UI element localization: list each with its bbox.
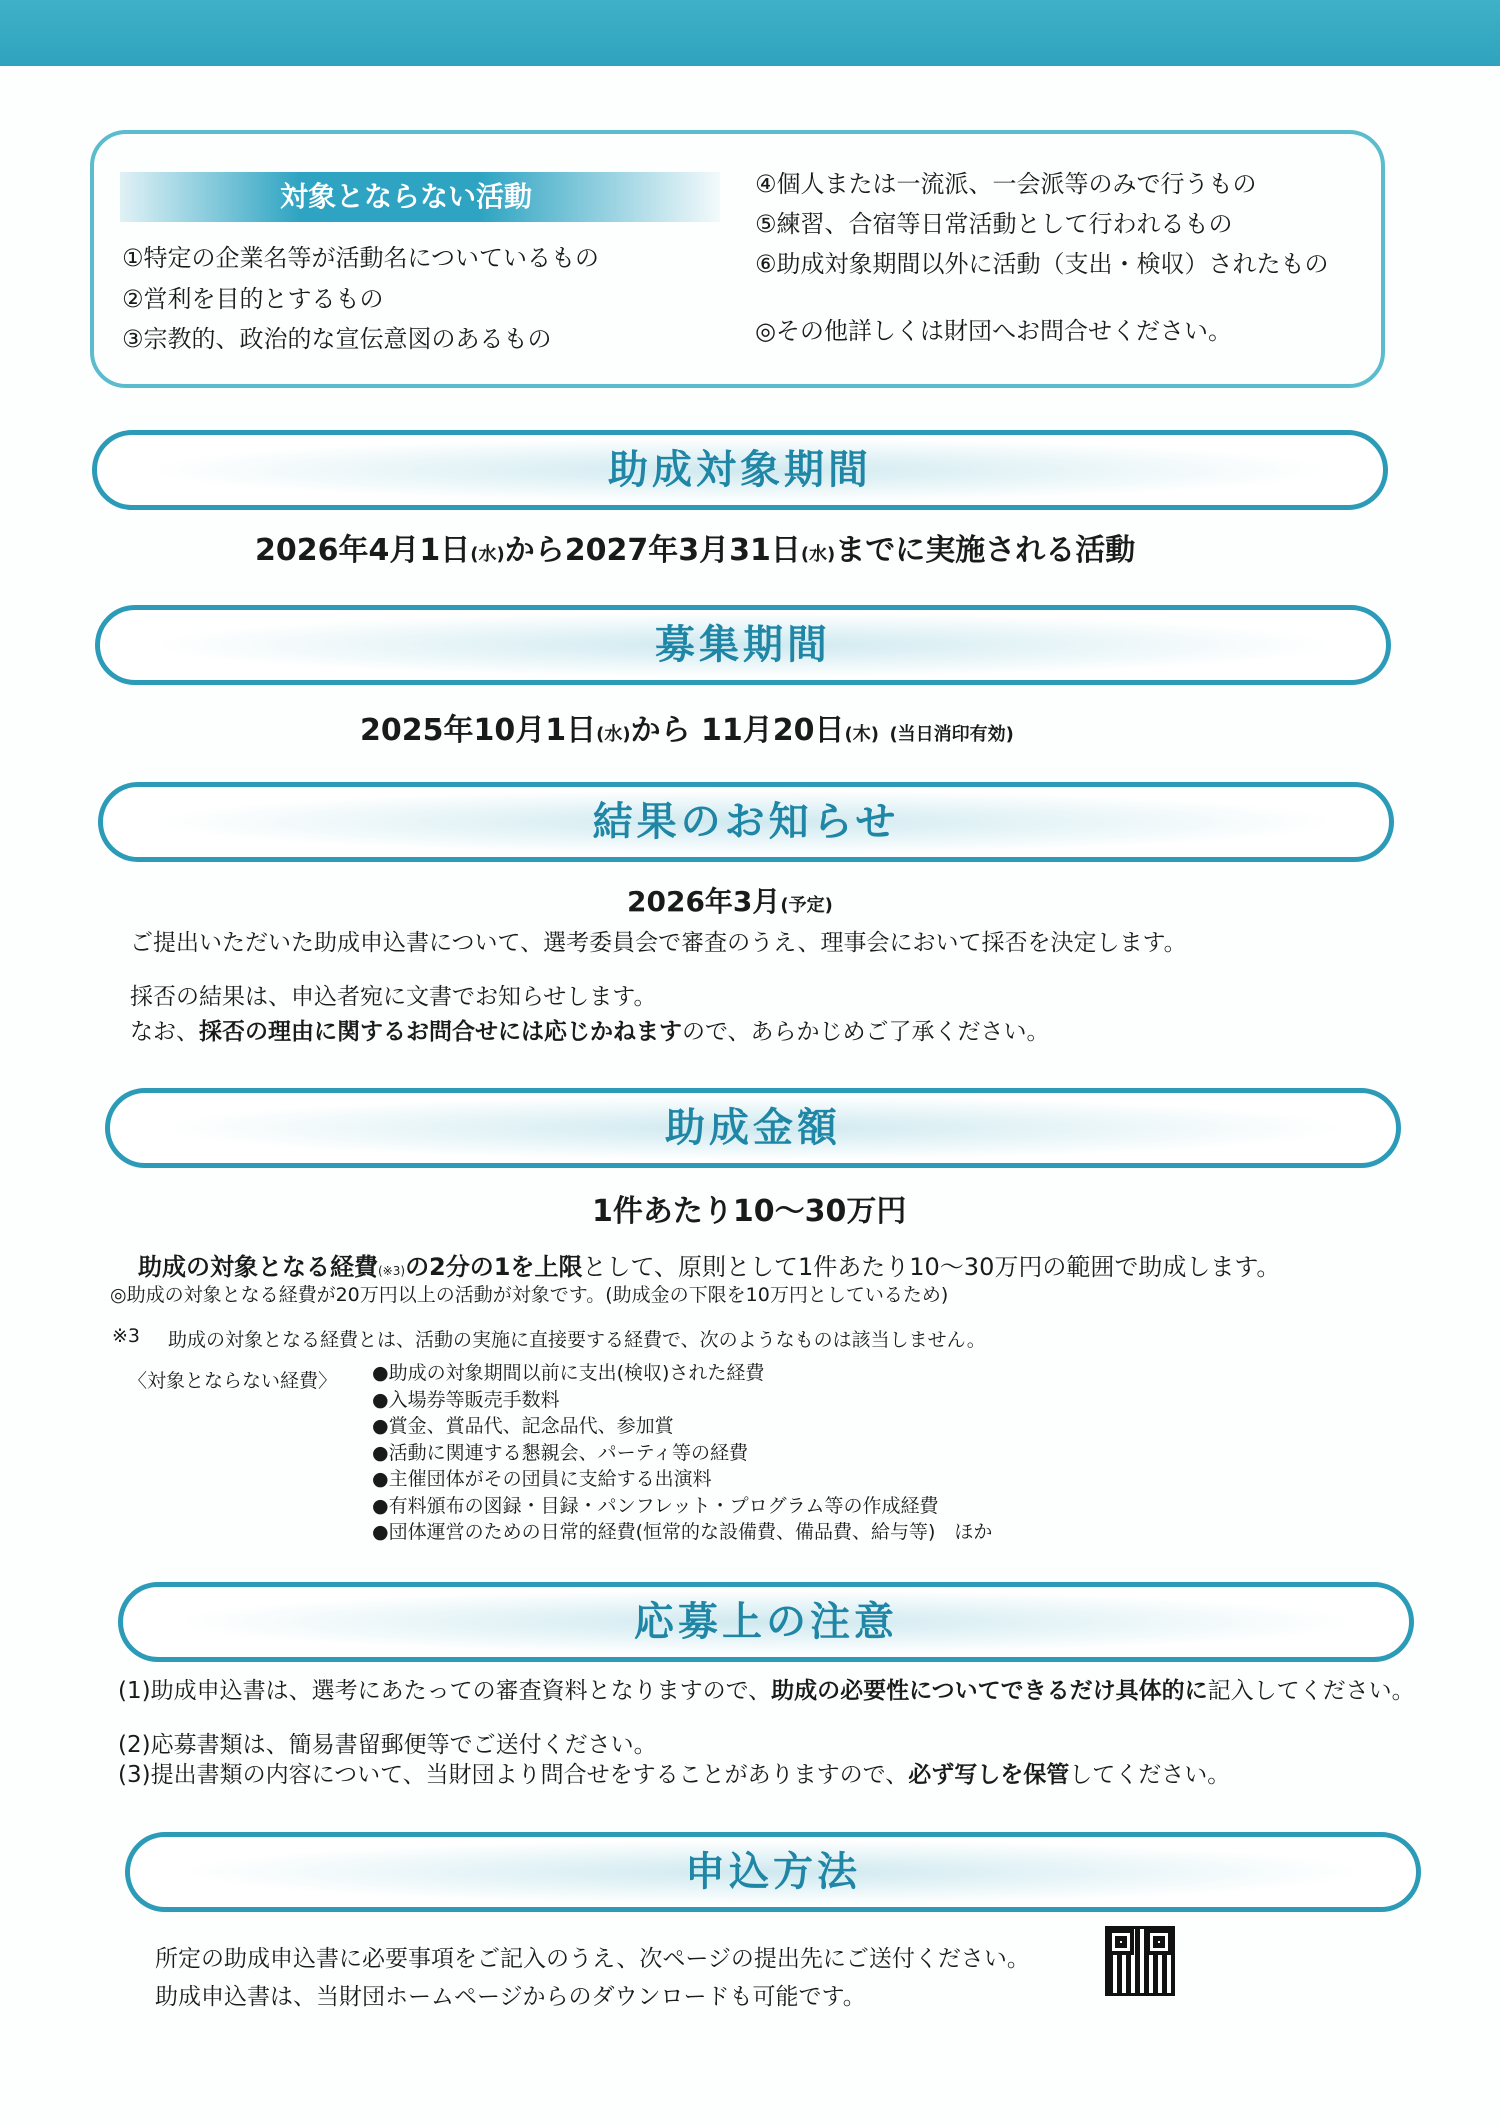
ref-mark: ※3 (112, 1325, 141, 1347)
excluded-item: ③宗教的、政治的な宣伝意図のあるもの (122, 325, 552, 353)
excluded-cost-item: ●団体運営のための日常的経費(恒常的な設備費、備品費、給与等) ほか (372, 1521, 993, 1543)
section-heading-recruit: 募集期間 (95, 605, 1391, 685)
excluded-cost-item: ●助成の対象期間以前に支出(検収)された経費 (372, 1362, 765, 1384)
section-heading-notes: 応募上の注意 (118, 1582, 1414, 1662)
excluded-activities-title: 対象とならない活動 (120, 172, 720, 222)
result-line: 採否の結果は、申込者宛に文書でお知らせします。 (130, 984, 657, 1010)
notes-line: (2)応募書類は、簡易書留郵便等でご送付ください。 (118, 1732, 657, 1758)
excluded-item: ⑥助成対象期間以外に活動（支出・検収）されたもの (755, 250, 1329, 278)
result-line: なお、採否の理由に関するお問合せには応じかねますので、あらかじめご了承ください。 (130, 1019, 1050, 1045)
result-date: 2026年3月(予定) (627, 885, 833, 918)
excluded-cost-item: ●入場券等販売手数料 (372, 1388, 560, 1411)
notes-line: (1)助成申込書は、選考にあたっての審査資料となりますので、助成の必要性についてできるだけ具体的に記入してください。 (118, 1678, 1415, 1704)
amount-headline: 1件あたり10〜30万円 (592, 1194, 907, 1229)
excluded-item: ①特定の企業名等が活動名についているもの (122, 244, 600, 272)
recruit-text: 2025年10月1日(水)から 11月20日(木) (当日消印有効) (360, 713, 1014, 748)
amount-rule: 助成の対象となる経費(※3)の2分の1を上限として、原則として1件あたり10〜30万円の範囲で助成します。 (138, 1253, 1281, 1281)
top-color-band (0, 0, 1500, 66)
excluded-costs-list (372, 1360, 992, 1546)
excluded-costs-label: 〈対象とならない経費〉 (128, 1370, 338, 1392)
amount-note: ◎助成の対象となる経費が20万円以上の活動が対象です。(助成金の下限を10万円としているため) (110, 1284, 949, 1306)
apply-line: 所定の助成申込書に必要事項をご記入のうえ、次ページの提出先にご送付ください。 (155, 1946, 1030, 1972)
excluded-cost-item: ●活動に関連する懇親会、パーティ等の経費 (372, 1441, 749, 1464)
section-heading-result: 結果のお知らせ (98, 782, 1394, 862)
section-heading-amount: 助成金額 (105, 1088, 1401, 1168)
ref-text: 助成の対象となる経費とは、活動の実施に直接要する経費で、次のようなものは該当しません。 (168, 1329, 986, 1351)
period-text: 2026年4月1日(水)から2027年3月31日(水)までに実施される活動 (255, 533, 1136, 568)
apply-line: 助成申込書は、当財団ホームページからのダウンロードも可能です。 (155, 1984, 866, 2010)
excluded-cost-item: ●有料頒布の図録・目録・パンフレット・プログラム等の作成経費 (372, 1494, 939, 1517)
excluded-item: ◎その他詳しくは財団へお問合せください。 (755, 317, 1232, 345)
result-line: ご提出いただいた助成申込書について、選考委員会で審査のうえ、理事会において採否を決定します。 (130, 930, 1187, 956)
excluded-item: ②営利を目的とするもの (122, 285, 384, 313)
excluded-cost-item: ●主催団体がその団員に支給する出演料 (372, 1468, 712, 1490)
section-heading-period: 助成対象期間 (92, 430, 1388, 510)
notes-line: (3)提出書類の内容について、当財団より問合せをすることがありますので、必ず写しを保管してください。 (118, 1762, 1231, 1788)
excluded-cost-item: ●賞金、賞品代、記念品代、参加賞 (372, 1415, 674, 1437)
excluded-item: ⑤練習、合宿等日常活動として行われるもの (755, 210, 1233, 238)
section-heading-apply: 申込方法 (125, 1832, 1421, 1912)
qr-code-icon[interactable] (1105, 1926, 1175, 1996)
excluded-item: ④個人または一流派、一会派等のみで行うもの (755, 170, 1257, 198)
